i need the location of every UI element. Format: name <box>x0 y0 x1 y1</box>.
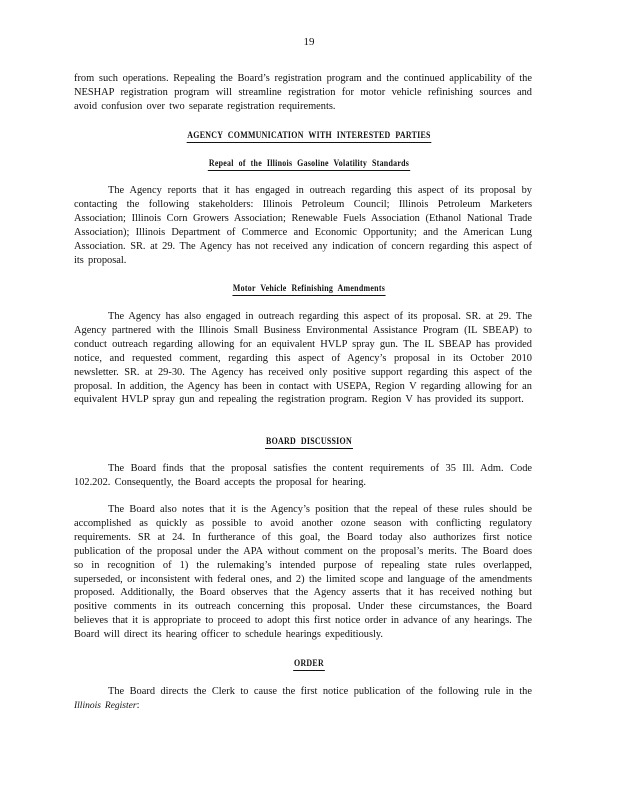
paragraph-board-finding: The Board finds that the proposal satisfies the content requirements of 35 Ill. Adm. Code 102.202. Consequently, the Board accepts the proposal for hearing. <box>74 463 532 488</box>
subsection-heading-refinishing: Motor Vehicle Refinishing Amendments <box>37 283 581 296</box>
page-number: 19 <box>303 36 315 48</box>
section-heading-board-discussion: BOARD DISCUSSION <box>37 436 581 449</box>
paragraph-gasoline-outreach: The Agency reports that it has engaged in outreach regarding this aspect of its proposal by contacting the following stakeholders: Illinois Petroleum Council; Illinois Petroleum Marketers Association; Illinois Corn Growers Association; Renewable Fuels Association (Ethanol National Trade Association); Illinois Department of Commerce and Economic Opportunity; and the American Lung Association. SR. at 29. The Agency has not received any indication of concern regarding this aspect of its proposal. <box>74 185 532 266</box>
order-colon: : <box>136 699 140 711</box>
paragraph-refinishing-outreach: The Agency has also engaged in outreach regarding this aspect of its proposal. SR. at 29. The Agency partnered with the Illinois Small Business Environmental Assistance Program (IL SBEAP) to conduct outreach regarding allowing for an equivalent HVLP spray gun. The IL SBEAP has provided notice, and requested comment, regarding this aspect of Agency’s proposal in its October 2010 newsletter. SR. at 29-30. The Agency has received only positive support regarding this aspect of the proposal. In addition, the Agency has been in contact with USEPA, Region V regarding allowing for an equivalent HVLP spray gun and repealing the registration program. Region V has provided its support. <box>74 311 532 406</box>
paragraph-board-discussion: The Board also notes that it is the Agency’s position that the repeal of these rules should be accomplished as quickly as possible to avoid another ozone season with conflicting regulatory requirements. SR at 24. In furtherance of this goal, the Board today also authorizes first notice publication of the proposal under the APA without comment on the proposal’s merits. The Board does so in recognition of 1) the rulemaking’s intended purpose of repealing state rules overlapped, superseded, or inconsistent with federal ones, and 2) the limited scope and language of the amendments proposed. Additionally, the Board observes that the Agency asserts that it has received nothing but positive comments in its outreach concerning this proposal. Under these circumstances, the Board believes that it is appropriate to proceed to adopt this first notice order in advance of any hearings. The Board will direct its hearing officer to schedule hearings expeditiously. <box>74 504 532 641</box>
order-text: The Board directs the Clerk to cause the first notice publication of the following rule in the <box>108 686 532 697</box>
subsection-heading-gasoline-volatility: Repeal of the Illinois Gasoline Volatility Standards <box>37 158 581 171</box>
section-heading-agency-communication: AGENCY COMMUNICATION WITH INTERESTED PARTIES <box>37 130 581 143</box>
paragraph-order <box>74 685 532 714</box>
section-heading-order: ORDER <box>37 658 581 671</box>
illinois-register-title: Illinois Register <box>74 700 137 711</box>
intro-paragraph: from such operations. Repealing the Board’s registration program and the continued applicability of the NESHAP registration program will streamline registration for motor vehicle refinishing sources and avoid confusion over two separate registration requirements. <box>74 73 532 112</box>
